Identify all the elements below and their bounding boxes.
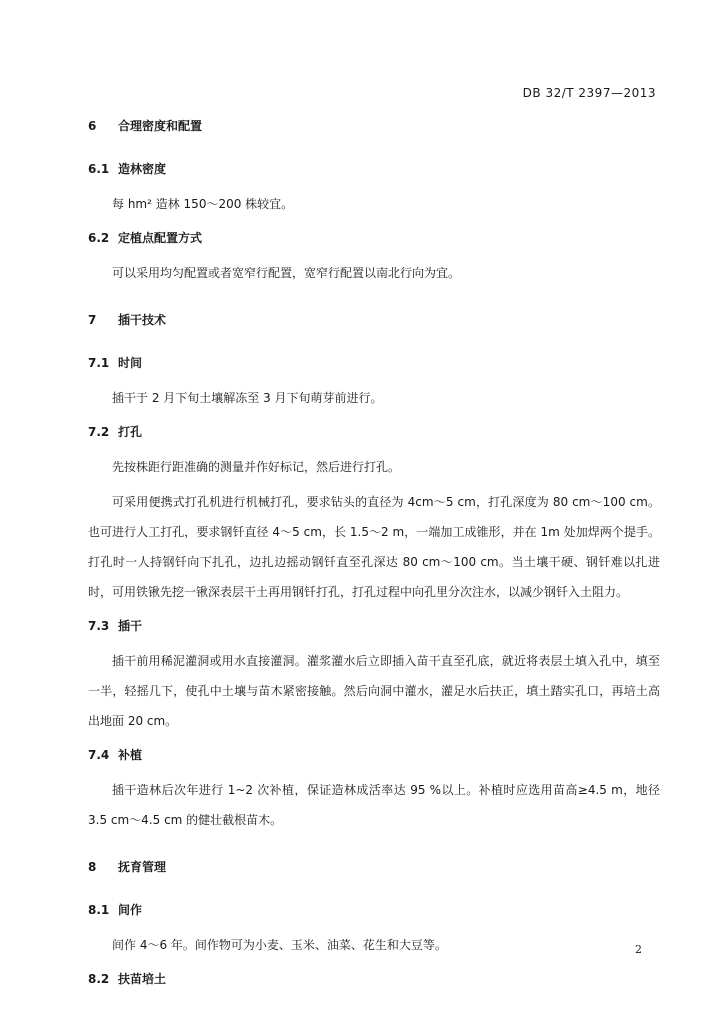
section-heading: 6 合理密度和配置 [88,119,203,133]
section-heading: 8 抚育管理 [88,860,167,874]
paragraph: 插干造林后次年进行 1~2 次补植，保证造林成活率达 95 %以上。补植时应选用苗高≥4.5 m，地径 3.5 cm～4.5 cm 的健壮截根苗木。 [88,783,660,827]
paragraph: 间作 4～6 年。间作物可为小麦、玉米、油菜、花生和大豆等。 [112,938,447,952]
subsection-heading: 7.1 时间 [88,356,143,370]
section-heading: 7 插干技术 [88,313,167,327]
paragraph: 每 hm² 造林 150～200 株较宜。 [112,197,294,211]
subsection-heading: 6.1 造林密度 [88,162,167,176]
document-body [88,118,660,1005]
document-code-header: DB 32/T 2397—2013 [522,86,656,100]
page-number: 2 [635,943,642,956]
subsection-heading: 7.2 打孔 [88,425,143,439]
paragraph: 插干前用稀泥灌洞或用水直接灌洞。灌浆灌水后立即插入苗干直至孔底，就近将表层土填入孔中，填至一半，轻摇几下，使孔中土壤与苗木紧密接触。然后向洞中灌水，灌足水后扶正，填土踏实孔口，再培土高出地面 20 cm。 [88,654,660,728]
subsection-heading: 6.2 定植点配置方式 [88,231,203,245]
paragraph: 可以采用均匀配置或者宽窄行配置，宽窄行配置以南北行向为宜。 [112,266,461,280]
subsection-heading: 8.1 间作 [88,903,143,917]
subsection-heading: 8.2 扶苗培土 [88,972,167,986]
paragraph: 先按株距行距准确的测量并作好标记，然后进行打孔。 [112,460,401,474]
subsection-heading: 7.3 插干 [88,619,143,633]
subsection-heading: 7.4 补植 [88,748,143,762]
paragraph: 插干于 2 月下旬土壤解冻至 3 月下旬萌芽前进行。 [112,391,383,405]
paragraph: 可采用便携式打孔机进行机械打孔，要求钻头的直径为 4cm～5 cm，打孔深度为 80 cm～100 cm。也可进行人工打孔，要求钢钎直径 4～5 cm，长 1.5～2 m，一端加工成锥形，并在 1m 处加焊两个提手。打孔时一人持钢钎向下扎孔，边扎边摇动钢钎直至孔深达 80 cm～100 cm。当土壤干硬、钢钎难以扎进时，可用铁锹先挖一锹深表层干土再用钢钎打孔，打孔过程中向孔里分次注水，以减少钢钎入土阻力。 [88,495,660,599]
